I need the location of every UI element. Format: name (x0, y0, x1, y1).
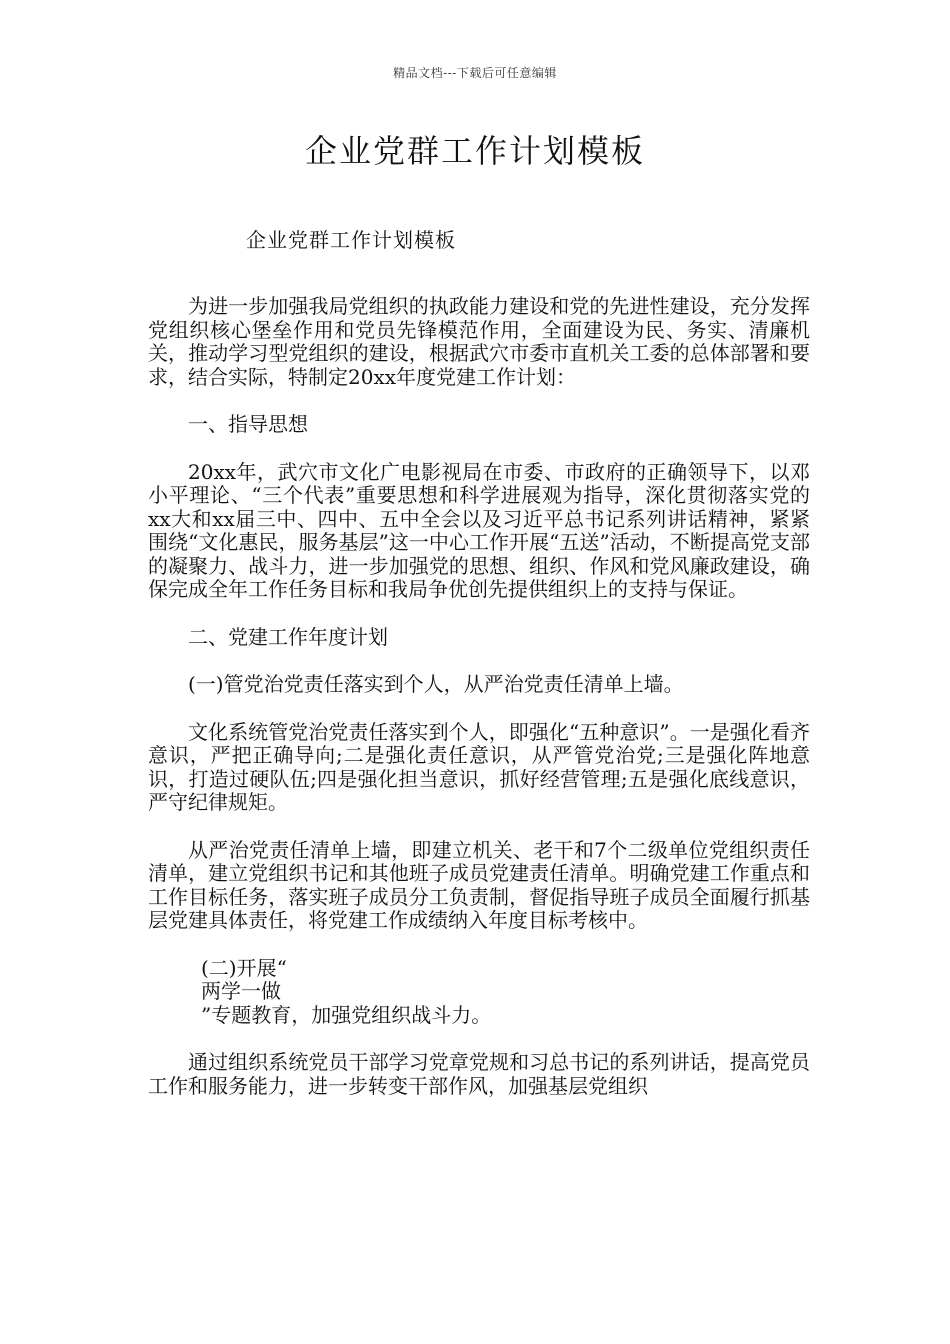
plan-item-one-heading: (一)管党治党责任落实到个人，从严治党责任清单上墙。 (188, 672, 684, 696)
plan-item-two-line-1: (二)开展“ (201, 955, 287, 980)
header-note: 精品文档---下载后可任意编辑 (393, 66, 557, 80)
plan-item-one-paragraph-b: 从严治党责任清单上墙，即建立机关、老干和7个二级单位党组织责任清单，建立党组织书记和其他班子成员党建责任清单。明确党建工作重点和工作目标任务，落实班子成员分工负责制，督促指导班子成员全面履行抓基层党建具体责任，将党建工作成绩纳入年度目标考核中。 (148, 837, 810, 932)
document-title: 企业党群工作计划模板 (304, 132, 645, 170)
section-heading-guiding-ideology: 一、指导思想 (188, 412, 308, 436)
document-subtitle: 企业党群工作计划模板 (246, 228, 456, 252)
document-body (148, 295, 810, 1122)
plan-item-two-line-2: 两学一做 (201, 979, 281, 1003)
plan-item-two-paragraph: 通过组织系统党员干部学习党章党规和习总书记的系列讲话，提高党员工作和服务能力，进一步转变干部作风，加强基层党组织 (148, 1050, 810, 1098)
guiding-ideology-paragraph: 20xx年，武穴市文化广电影视局在市委、市政府的正确领导下，以邓小平理论、“三个代表”重要思想和科学进展观为指导，深化贯彻落实党的xx大和xx届三中、四中、五中全会以及习近平总书记系列讲话精神，紧紧围绕“文化惠民，服务基层”这一中心工作开展“五送”活动，不断提高党支部的凝聚力、战斗力，进一步加强党的思想、组织、作风和党风廉政建设，确保完成全年工作任务目标和我局争优创先提供组织上的支持与保证。 (148, 459, 810, 601)
plan-item-one-paragraph-a: 文化系统管党治党责任落实到个人，即强化“五种意识”。一是强化看齐意识，严把正确导向;二是强化责任意识，从严管党治党;三是强化阵地意识，打造过硬队伍;四是强化担当意识，抓好经营管理;五是强化底线意识，严守纪律规矩。 (148, 719, 810, 814)
plan-item-two-heading (148, 957, 810, 1028)
plan-item-two-line-3: ”专题教育，加强党组织战斗力。 (201, 1002, 492, 1027)
intro-paragraph: 为进一步加强我局党组织的执政能力建设和党的先进性建设，充分发挥党组织核心堡垒作用和党员先锋模范作用，全面建设为民、务实、清廉机关，推动学习型党组织的建设，根据武穴市委市直机关工委的总体部署和要求，结合实际，特制定20xx年度党建工作计划： (148, 294, 810, 389)
section-heading-annual-plan: 二、党建工作年度计划 (188, 624, 388, 649)
